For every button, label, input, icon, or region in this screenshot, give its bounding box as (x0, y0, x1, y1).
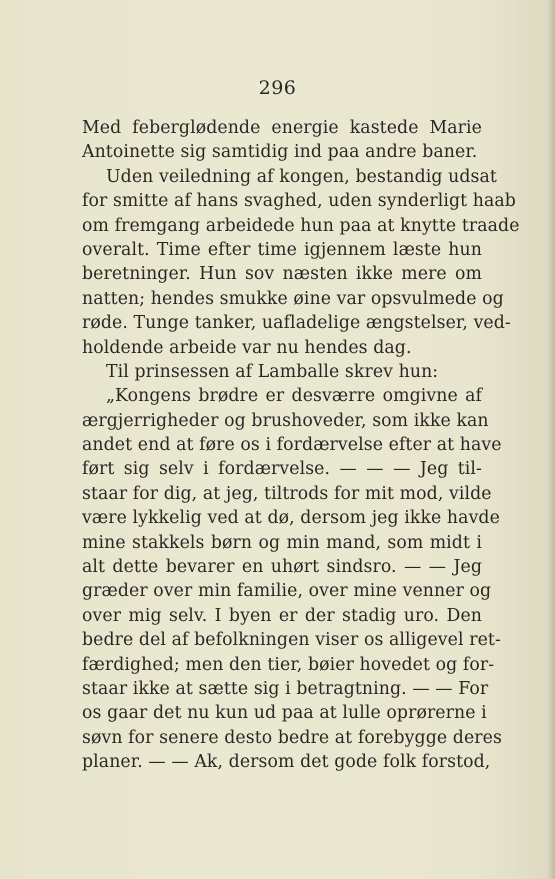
text-line: natten; hendes smukke øine var opsvulmede og (82, 288, 504, 309)
text-line: for smitte af hans svaghed, uden synderligt haab (82, 191, 516, 212)
text-line: om fremgang arbeidede hun paa at knytte traade (82, 215, 520, 236)
text-line: Uden veiledning af kongen, bestandig udsat (106, 166, 497, 187)
body-text (82, 116, 520, 775)
text-line: græder over min familie, over mine venner og (82, 581, 492, 602)
text-line: alt dette bevarer en uhørt sindsro. — — Jeg (82, 557, 482, 578)
text-line: færdighed; men den tier, bøier hovedet og for- (82, 654, 495, 675)
text-line: os gaar det nu kun ud paa at lulle oprørerne i (82, 703, 487, 724)
text-line: holdende arbeide var nu hendes dag. (82, 337, 412, 358)
text-line: bedre del af befolkningen viser os alligevel ret- (82, 630, 501, 651)
text-line: over mig selv. I byen er der stadig uro. Den (82, 605, 482, 626)
text-line: søvn for senere desto bedre at forebygge deres (82, 727, 502, 748)
text-line: være lykkelig ved at dø, dersom jeg ikke havde (82, 508, 500, 529)
page-number: 296 (258, 77, 297, 99)
text-line: Med feberglødende energie kastede Marie (82, 118, 482, 138)
text-line: andet end at føre os i fordærvelse efter at have (82, 435, 502, 456)
text-line: planer. — — Ak, dersom det gode folk forstod, (82, 752, 491, 773)
text-line: overalt. Time efter time igjennem læste hun (82, 239, 482, 260)
text-line: ført sig selv i fordærvelse. — — — Jeg til- (82, 459, 482, 480)
text-line: mine stakkels børn og min mand, som midt i (82, 532, 482, 553)
text-line: staar for dig, at jeg, tiltrods for mit mod, vilde (82, 483, 492, 504)
text-line: beretninger. Hun sov næsten ikke mere om (82, 264, 482, 285)
text-line: røde. Tunge tanker, uafladelige ængstelser, ved- (82, 313, 511, 334)
text-line: „Kongens brødre er desværre omgivne af (106, 386, 482, 407)
text-line: ærgjerrigheder og brushoveder, som ikke kan (82, 410, 489, 431)
page-edge-shadow (547, 0, 555, 879)
text-line: Til prinsessen af Lamballe skrev hun: (106, 361, 439, 382)
text-line: staar ikke at sætte sig i betragtning. — — For (82, 678, 489, 699)
text-line: Antoinette sig samtidig ind paa andre baner. (82, 142, 478, 163)
